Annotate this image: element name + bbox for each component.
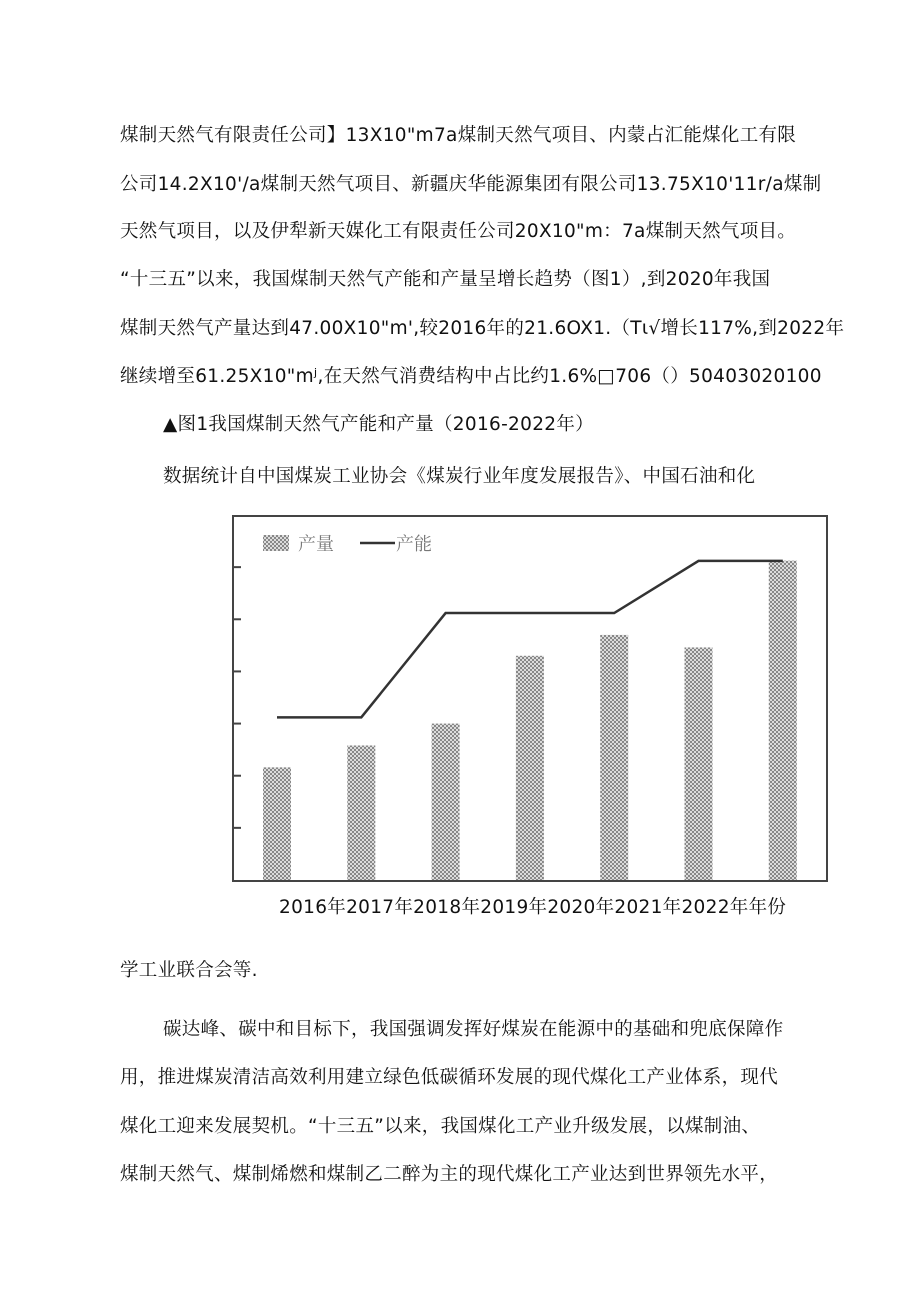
bar-2019年 — [516, 656, 544, 880]
bar-2020年 — [600, 635, 628, 880]
text-source-continuation: 学工业联合会等. — [120, 960, 258, 981]
bar-2022年 — [769, 561, 797, 880]
production-capacity-chart — [232, 515, 828, 882]
text-line-4: “十三五”以来，我国煤制天然气产能和产量呈增长趋势（图1）,到2020年我国 — [120, 269, 771, 290]
legend-label-output: 产量 — [298, 534, 334, 555]
text-line-3: 天然气项目，以及伊犁新天媒化工有限责任公司20X10"m：7a煤制天然气项目。 — [120, 221, 797, 242]
text-line-6: 继续增至61.25X10"mʲ,在天然气消费结构中占比约1.6%□706（）50403020100 — [120, 366, 822, 387]
data-source-note: 数据统计自中国煤炭工业协会《煤炭行业年度发展报告》、中国石油和化 — [163, 466, 756, 487]
legend-label-capacity: 产能 — [396, 534, 432, 555]
paragraph-line-3: 煤化工迎来发展契机。“十三五”以来，我国煤化工产业升级发展，以煤制油、 — [120, 1116, 761, 1137]
legend-swatch-bar — [263, 535, 289, 551]
text-line-5: 煤制天然气产量达到47.00X10"m',较2016年的21.6OX1.（Tι√增长117%,到2022年 — [120, 318, 845, 339]
bar-2016年 — [263, 767, 291, 880]
bar-2017年 — [347, 745, 375, 880]
text-line-2: 公司14.2X10'∕a煤制天然气项目、新疆庆华能源集团有限公司13.75X10'11r∕a煤制 — [120, 174, 822, 195]
paragraph-line-1: 碳达峰、碳中和目标下，我国强调发挥好煤炭在能源中的基础和兜底保障作 — [163, 1019, 784, 1040]
figure-caption: ▲图1我国煤制天然气产能和产量（2016-2022年） — [163, 414, 594, 435]
bar-2018年 — [432, 724, 460, 880]
text-line-1: 煤制天然气有限责任公司】13X10"m7a煤制天然气项目、内蒙占汇能煤化工有限 — [120, 125, 797, 146]
paragraph-line-4: 煤制天然气、煤制烯燃和煤制乙二醉为主的现代煤化工产业达到世界领先水平， — [120, 1164, 779, 1185]
x-axis-labels: 2016年2017年2018年2019年2020年2021年2022年年份 — [279, 897, 787, 918]
paragraph-line-2: 用，推进煤炭清洁高效利用建立绿色低碳循环发展的现代煤化工产业体系，现代 — [120, 1067, 779, 1088]
bar-2021年 — [685, 647, 713, 880]
